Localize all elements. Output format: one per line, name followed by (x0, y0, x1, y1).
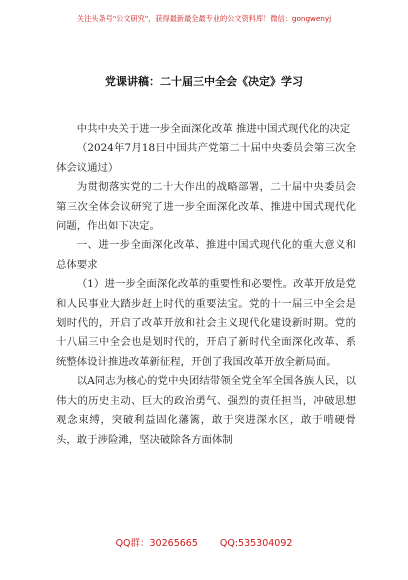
adoption-note: （2024年7月18日中国共产党第二十届中央委员会第三次全体会议通过） (56, 142, 356, 174)
page-header-banner: 关注头条号"公文研究"，获得最新最全最专业的公文资料库！微信：gongwenyj (76, 14, 332, 23)
page-footer (0, 535, 408, 549)
document-body (56, 120, 356, 450)
section-heading-1: 一、进一步全面深化改革、推进中国式现代化的重大意义和总体要求 (56, 239, 356, 271)
intro-paragraph: 为贯彻落实党的二十大作出的战略部署，二十届中央委员会第三次全体会议研究了进一步全面深化改革、推进中国式现代化问题，作出如下决定。 (56, 181, 356, 233)
document-title: 党课讲稿：二十届三中全会《决定》学习 (105, 75, 303, 88)
body-paragraph-1: （1）进一步全面深化改革的重要性和必要性。改革开放是党和人民事业大踏步赶上时代的重要法宝。党的十一届三中全会是划时代的，开启了改革开放和社会主义现代化建设新时期。党的十八届三中全会也是划时代的，开启了新时代全面深化改革、系统整体设计推进改革新征程，开创了我国改革开放全新局面。 (56, 278, 356, 368)
body-paragraph-2: 以A同志为核心的党中央团结带领全党全军全国各族人民，以伟大的历史主动、巨大的政治勇气、强烈的责任担当，冲破思想观念束缚，突破利益固化藩篱，敢于突进深水区，敢于啃硬骨头，敢于涉险滩，坚决破除各方面体制 (56, 375, 356, 446)
decision-heading: 中共中央关于进一步全面深化改革 推进中国式现代化的决定 (76, 123, 351, 135)
qq-group-number: QQ群：30265665 (115, 538, 198, 549)
qq-contact-number: QQ:535304092 (219, 538, 293, 549)
